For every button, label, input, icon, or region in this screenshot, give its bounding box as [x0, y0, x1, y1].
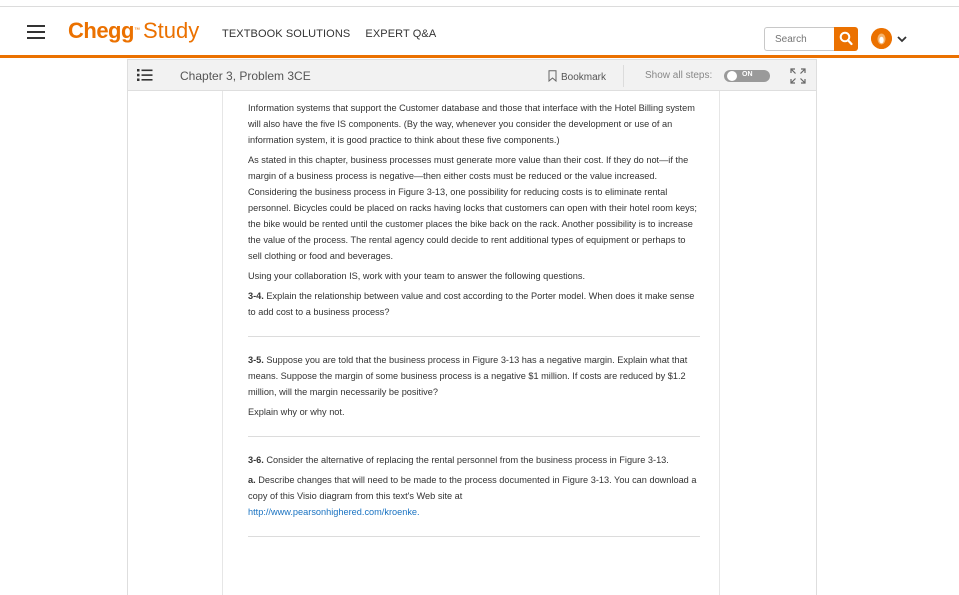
question-number: 3-5. — [248, 355, 264, 365]
header-accent-bar — [0, 55, 959, 58]
expand-fullscreen-icon[interactable] — [790, 68, 806, 84]
chevron-down-icon[interactable] — [896, 33, 908, 45]
logo-chegg-text: Chegg — [68, 18, 134, 43]
question-3-6-a — [248, 472, 700, 520]
nav-textbook-solutions[interactable]: TEXTBOOK SOLUTIONS — [222, 28, 351, 40]
user-avatar-icon — [871, 28, 892, 49]
bookmark-icon — [548, 70, 557, 82]
question-number: 3-6. — [248, 455, 264, 465]
paragraph-processes: As stated in this chapter, business processes must generate more value than their cost. If they do not—if the margin of a business process is negative—then either costs must be reduced or the value increased. Considering the business process in Figure 3-13, one possibility for reducing costs is to eliminate rental personnel. Bicycles could be placed on racks having locks that customers can open with their hotel room keys; the bike would be rented until the customer places the bike back on the rack. Another possibility is to increase the value of the process. The rental agency could decide to rent additional types of equipment or perhaps to sell clothing or food and beverages. — [248, 155, 697, 261]
question-text: Consider the alternative of replacing the rental personnel from the business process in Figure 3-13. — [266, 455, 669, 465]
search-button[interactable] — [834, 27, 858, 51]
search-input[interactable] — [764, 27, 834, 51]
logo-study-text: Study — [142, 18, 200, 43]
browser-top-strip — [0, 0, 959, 7]
list-icon[interactable] — [137, 68, 153, 82]
chegg-study-logo[interactable]: Chegg™ Study — [68, 18, 200, 43]
section-divider — [248, 536, 700, 537]
toggle-label: ON — [742, 71, 753, 78]
chapter-title: Chapter 3, Problem 3CE — [180, 69, 311, 83]
main-nav — [222, 28, 448, 40]
question-3-5 — [248, 352, 700, 400]
site-header — [0, 7, 959, 55]
show-all-steps-label: Show all steps: — [645, 70, 713, 81]
show-all-steps-toggle[interactable] — [724, 70, 770, 82]
problem-content — [222, 91, 720, 595]
bookmark-button[interactable] — [548, 70, 606, 83]
pearson-link[interactable]: http://www.pearsonhighered.com/kroenke. — [248, 507, 420, 517]
question-text: Explain the relationship between value and cost according to the Porter model. When does it make sense to add cost to a business process? — [248, 291, 695, 317]
question-3-6 — [248, 452, 700, 468]
question-3-4 — [248, 288, 700, 320]
bookmark-label: Bookmark — [561, 72, 607, 83]
question-text: Describe changes that will need to be made to the process documented in Figure 3-13. You can download a copy of this Visio diagram from this text's Web site at — [248, 475, 697, 501]
menu-hamburger-icon[interactable] — [27, 24, 45, 40]
question-number: 3-4. — [248, 291, 264, 301]
question-number: a. — [248, 475, 256, 485]
search-icon — [839, 31, 853, 46]
toolbar-divider — [623, 65, 624, 87]
paragraph-collaboration: Using your collaboration IS, work with your team to answer the following questions. — [248, 271, 586, 281]
paragraph-intro: Information systems that support the Customer database and those that interface with the Hotel Billing system will also have the five IS components. (By the way, whenever you consider the development or use of an information system, it is good practice to think about these five components.) — [248, 103, 695, 145]
problem-text — [248, 100, 700, 537]
toggle-knob — [727, 71, 737, 81]
user-avatar[interactable] — [871, 28, 892, 49]
question-text: Suppose you are told that the business process in Figure 3-13 has a negative margin. Explain what that means. Suppose the margin of some business process is a negative $1 million. If costs are reduced by $1.2 million, will the margin necessarily be positive? — [248, 355, 688, 397]
nav-expert-qa[interactable]: EXPERT Q&A — [365, 28, 437, 40]
chapter-toolbar — [127, 59, 817, 91]
question-3-5-extra: Explain why or why not. — [248, 407, 345, 417]
